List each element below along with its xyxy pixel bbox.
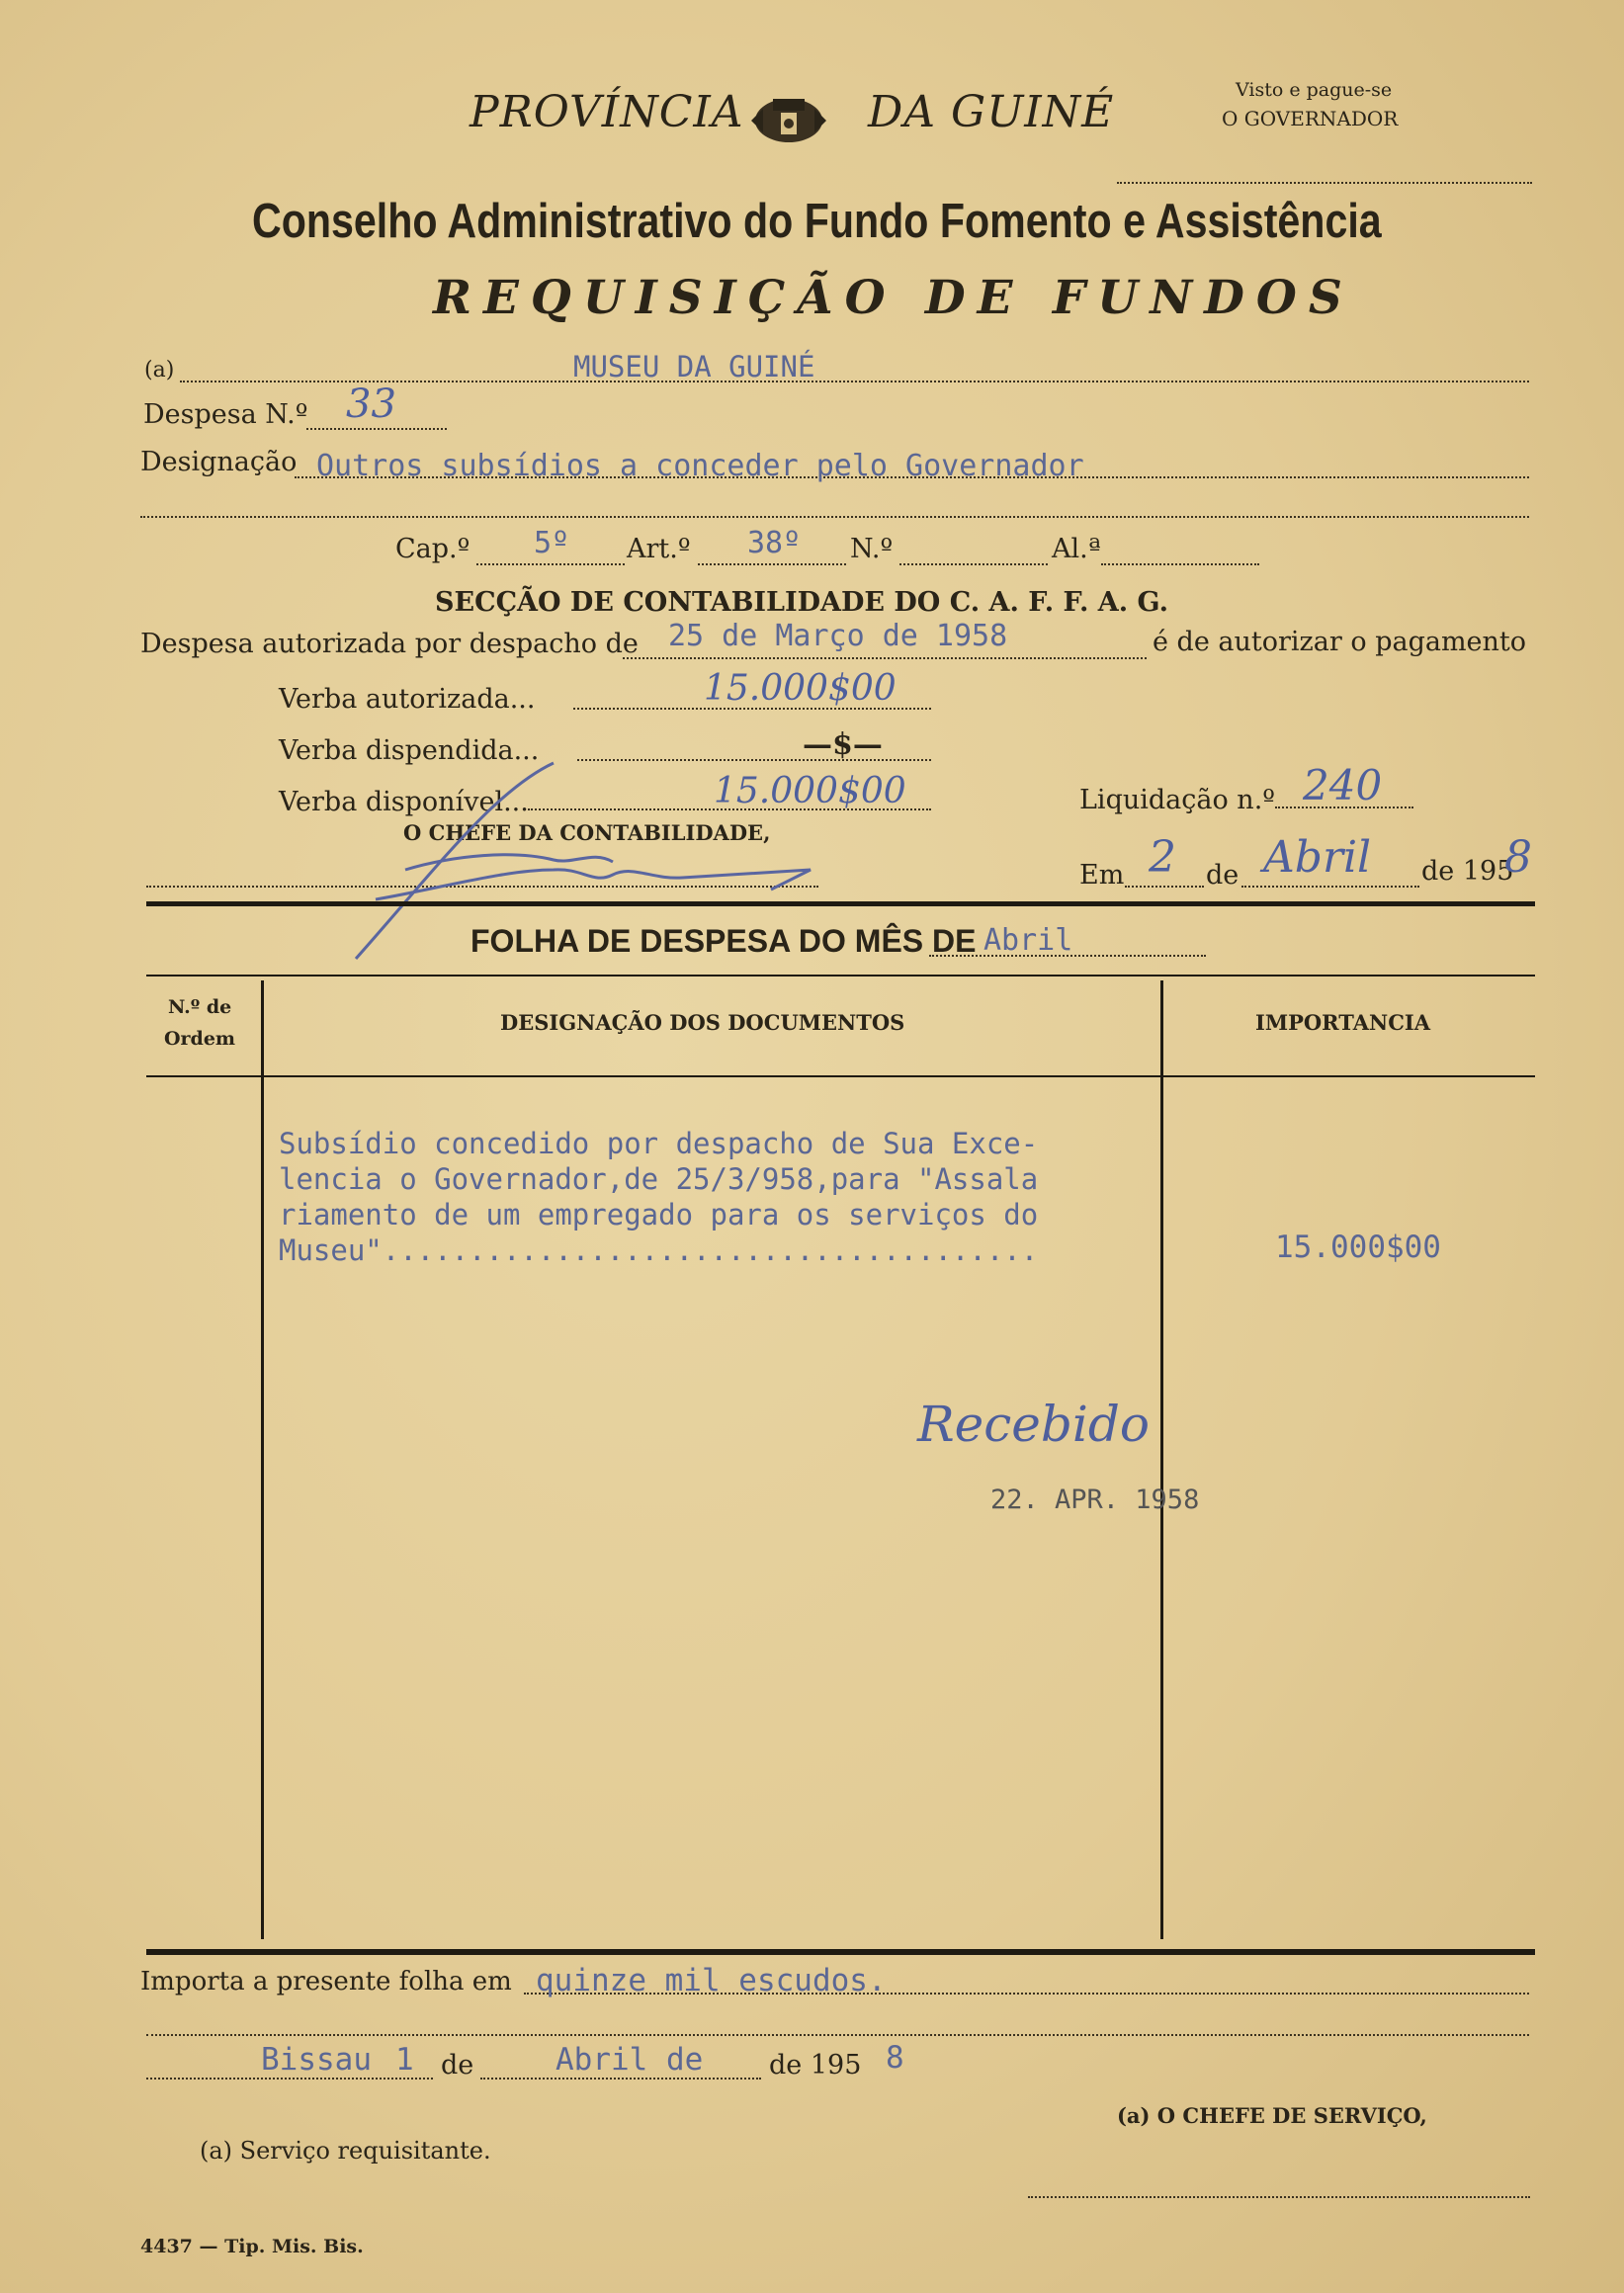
em-day: 2	[1149, 832, 1176, 883]
liquidacao-label: Liquidação n.º	[1079, 785, 1275, 815]
footer-de2: de 195	[769, 2050, 862, 2081]
table-header-rule	[146, 1075, 1535, 1077]
em-de-label: de	[1206, 860, 1239, 891]
autorizada-date: 25 de Março de 1958	[668, 619, 1008, 653]
despesa-value: 33	[346, 382, 396, 427]
province-left: PROVÍNCIA	[470, 87, 744, 137]
document-title: REQUISIÇÃO DE FUNDOS	[433, 271, 1354, 325]
folha-label: FOLHA DE DESPESA DO MÊS DE	[470, 923, 977, 959]
autorizada-suffix: é de autorizar o pagamento	[1153, 627, 1527, 657]
coat-of-arms-icon	[743, 87, 834, 152]
liquidacao-value: 240	[1303, 761, 1383, 809]
em-year-digit: 8	[1504, 832, 1532, 883]
verba-disponivel-label: Verba disponível...	[279, 787, 529, 817]
received-stamp: 22. APR. 1958	[990, 1485, 1200, 1515]
footer-de1: de	[441, 2050, 474, 2081]
designacao-label: Designação	[140, 447, 298, 477]
service-value: MUSEU DA GUINÉ	[573, 350, 815, 383]
importa-value: quinze mil escudos.	[536, 1963, 887, 1998]
col-designacao: DESIGNAÇÃO DOS DOCUMENTOS	[500, 1010, 905, 1035]
received-handwriting: Recebido	[917, 1396, 1150, 1453]
visto-signature-line	[1117, 182, 1532, 184]
row-line-3: riamento de um empregado para os serviços do	[279, 1198, 1039, 1231]
chefe-contabilidade-label: O CHEFE DA CONTABILIDADE,	[403, 820, 771, 845]
col-importancia: IMPORTANCIA	[1255, 1010, 1431, 1035]
em-label: Em	[1079, 860, 1125, 891]
em-year-label: de 195	[1421, 856, 1514, 887]
accounting-section-title: SECÇÃO DE CONTABILIDADE DO C. A. F. F. A. G.	[435, 587, 1169, 618]
col-ordem-line1: N.º de	[168, 996, 232, 1018]
visto-line-1: Visto e pague-se	[1236, 79, 1393, 101]
row-line-2: lencia o Governador,de 25/3/958,para "Assala	[279, 1162, 1039, 1196]
footer-month: Abril de	[556, 2042, 704, 2078]
cap-label: Cap.º	[395, 534, 470, 564]
em-month: Abril	[1263, 832, 1372, 883]
designacao-value: Outros subsídios a conceder pelo Governador	[316, 449, 1084, 483]
col-ordem-line2: Ordem	[164, 1028, 236, 1050]
chefe-servico-signature-line	[1028, 2196, 1530, 2198]
importa-label: Importa a presente folha em	[140, 1967, 512, 1996]
printer-mark: 4437 — Tip. Mis. Bis.	[140, 2236, 364, 2257]
despesa-label: Despesa N.º	[143, 399, 308, 430]
footer-year-digit: 8	[886, 2040, 904, 2076]
verba-disponivel-value: 15.000$00	[714, 771, 906, 811]
place-value: Bissau	[261, 2042, 372, 2078]
row-line-1: Subsídio concedido por despacho de Sua Exce-	[279, 1127, 1039, 1160]
council-title: Conselho Administrativo do Fundo Fomento e Assistência	[252, 195, 1382, 248]
province-right: DA GUINÉ	[868, 87, 1115, 137]
row-amount: 15.000$00	[1275, 1230, 1441, 1265]
verba-autorizada-label: Verba autorizada...	[279, 684, 536, 715]
chefe-servico-label: (a) O CHEFE DE SERVIÇO,	[1117, 2103, 1427, 2128]
table-top-rule	[146, 975, 1535, 977]
verba-dispendida-label: Verba dispendida...	[279, 735, 540, 766]
autorizada-prefix: Despesa autorizada por despacho de	[140, 629, 639, 659]
day-value: 1	[395, 2042, 414, 2078]
table-vline-1	[261, 980, 264, 1939]
table-bottom-rule	[146, 1949, 1535, 1955]
verba-autorizada-value: 15.000$00	[704, 668, 897, 709]
al-label: Al.ª	[1052, 534, 1101, 564]
folha-month: Abril	[983, 923, 1073, 958]
art-label: Art.º	[627, 534, 691, 564]
table-vline-2	[1160, 980, 1163, 1939]
servico-note: (a) Serviço requisitante.	[200, 2137, 491, 2165]
n-label: N.º	[850, 534, 894, 564]
a-label: (a)	[144, 358, 175, 382]
art-value: 38º	[747, 526, 802, 560]
visto-line-2: O GOVERNADOR	[1222, 107, 1399, 130]
row-line-4: Museu"......................................	[279, 1233, 1039, 1267]
folha-top-rule	[146, 901, 1535, 906]
cap-value: 5º	[534, 526, 570, 560]
verba-dispendida-value: —$—	[803, 727, 883, 762]
